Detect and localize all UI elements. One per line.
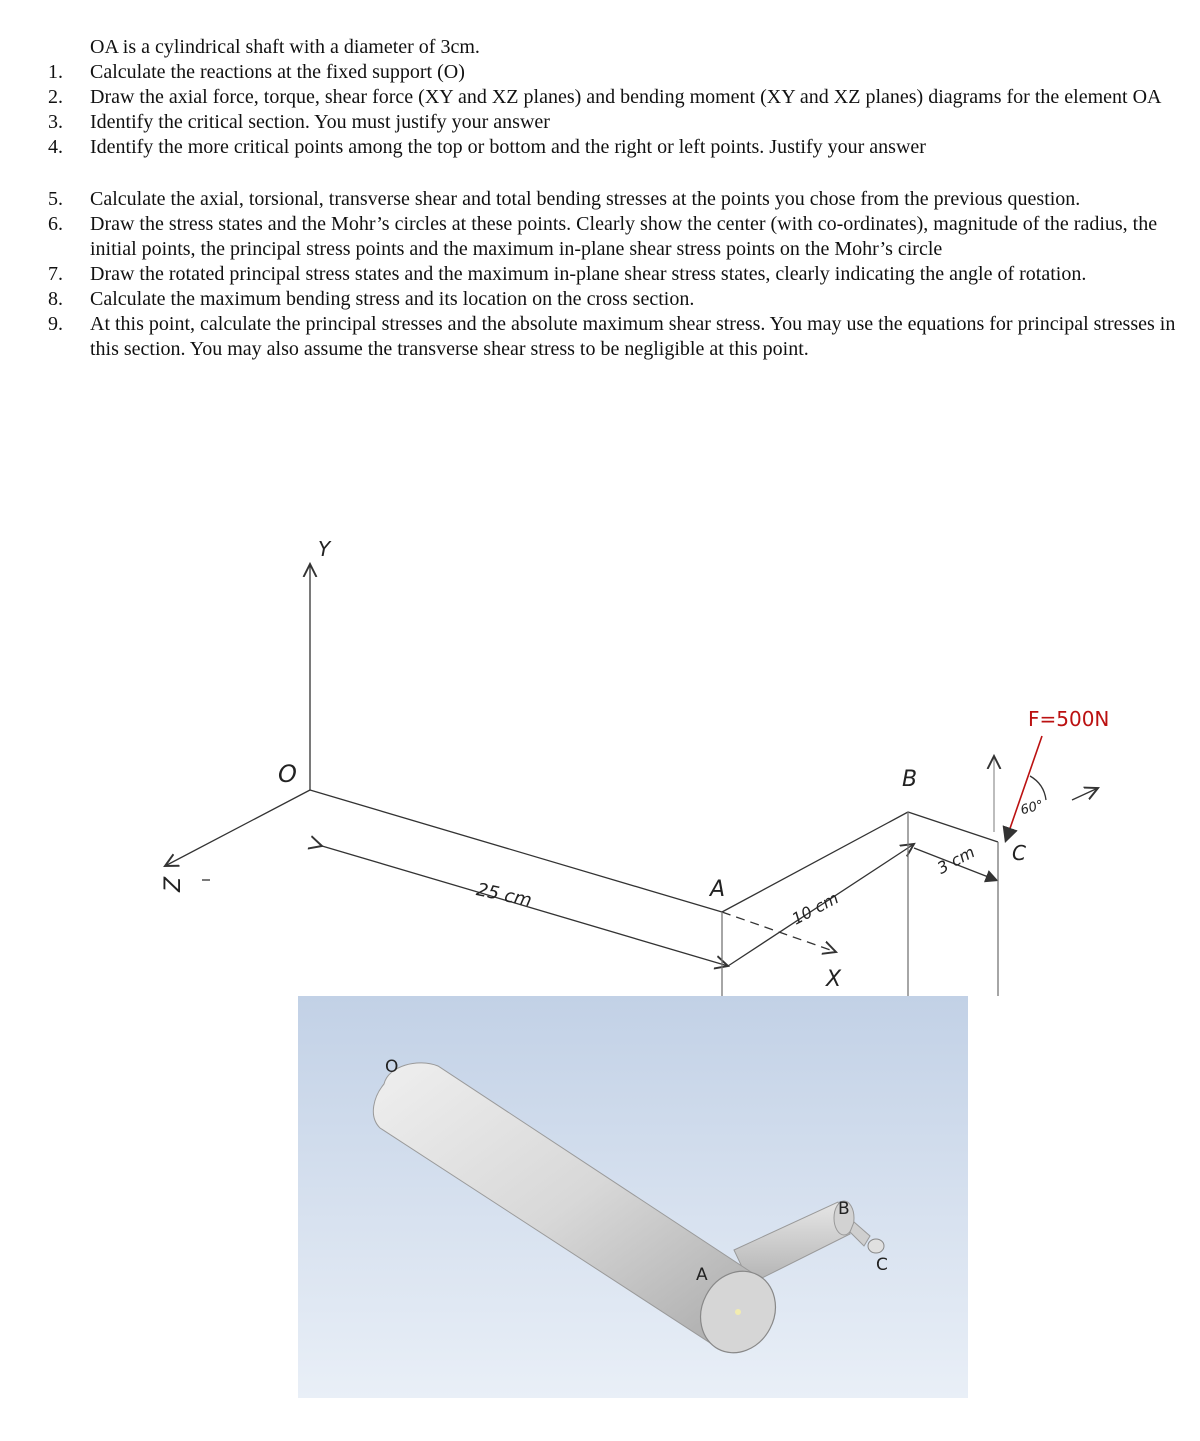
question-number: 6. (48, 213, 63, 235)
question-item (0, 312, 1190, 362)
force-arrow (1006, 736, 1042, 840)
dimension-oa-label: 25 cm (474, 879, 534, 912)
question-item (0, 212, 1190, 262)
question-text: Draw the rotated principal stress states and the maximum in-plane shear stress states, clearly indicating the angle of rotation. (90, 263, 1087, 285)
axis-x-label: X (826, 967, 842, 992)
question-item (0, 110, 1190, 135)
axis-z-label: Z (161, 876, 186, 892)
question-number: 3. (48, 111, 63, 133)
shaft-sketch (0, 520, 1200, 1000)
axis-y-label: Y (318, 537, 331, 561)
render-label-a: A (696, 1265, 708, 1285)
dimension-bc-label: 3 cm (933, 842, 978, 878)
problem-intro: OA is a cylindrical shaft with a diameter of 3cm. (90, 36, 480, 58)
question-item (0, 287, 1190, 312)
question-text: Draw the stress states and the Mohr’s circles at these points. Clearly show the center (with co-ordinates), magnitude of the radius, the initial points, the principal stress points and the maximum in-plane shear stress points on the Mohr’s circle (90, 213, 1158, 260)
question-item (0, 187, 1190, 212)
question-item (0, 85, 1190, 110)
z-axis-line (165, 790, 310, 866)
question-text: Calculate the maximum bending stress and its location on the cross section. (90, 288, 695, 310)
question-number: 4. (48, 136, 63, 158)
question-list (0, 60, 1190, 362)
question-text: Calculate the reactions at the fixed support (O) (90, 61, 465, 83)
force-label: F=500N (1028, 707, 1110, 731)
shaft-center-mark (735, 1309, 741, 1315)
question-item (0, 135, 1190, 160)
question-text: Identify the more critical points among the top or bottom and the right or left points. Justify your answer (90, 136, 926, 158)
question-item (0, 60, 1190, 85)
angle-label: 60° (1019, 797, 1046, 819)
question-text: Draw the axial force, torque, shear force (XY and XZ planes) and bending moment (XY and XZ planes) diagrams for the element OA (90, 86, 1162, 108)
dimension-ab-label: 10 cm (788, 888, 842, 929)
question-number: 1. (48, 61, 63, 83)
angle-arc (1030, 776, 1046, 800)
question-text: Calculate the axial, torsional, transverse shear and total bending stresses at the points you chose from the previous question. (90, 188, 1081, 210)
point-o-label: O (278, 760, 297, 788)
question-item (0, 262, 1190, 287)
question-text: Identify the critical section. You must justify your answer (90, 111, 550, 133)
question-text: At this point, calculate the principal stresses and the absolute maximum shear stress. You may use the equations for principal stresses in this section. You may also assume the transverse shear stress to be negligible at this point. (90, 313, 1176, 360)
render-label-c: C (876, 1255, 888, 1275)
shaft-bc-line (908, 812, 998, 842)
question-number: 2. (48, 86, 63, 108)
render-label-o: O (385, 1057, 399, 1077)
shaft-3d-render (298, 996, 968, 1398)
point-c-label: C (1012, 841, 1026, 865)
render-label-b: B (838, 1199, 850, 1219)
question-number: 7. (48, 263, 63, 285)
direction-arrow (1072, 788, 1098, 800)
question-number: 8. (48, 288, 63, 310)
question-number: 9. (48, 313, 63, 335)
point-a-label: A (710, 877, 726, 902)
point-b-label: B (902, 767, 918, 792)
question-number: 5. (48, 188, 63, 210)
pin-c-end (868, 1239, 884, 1253)
